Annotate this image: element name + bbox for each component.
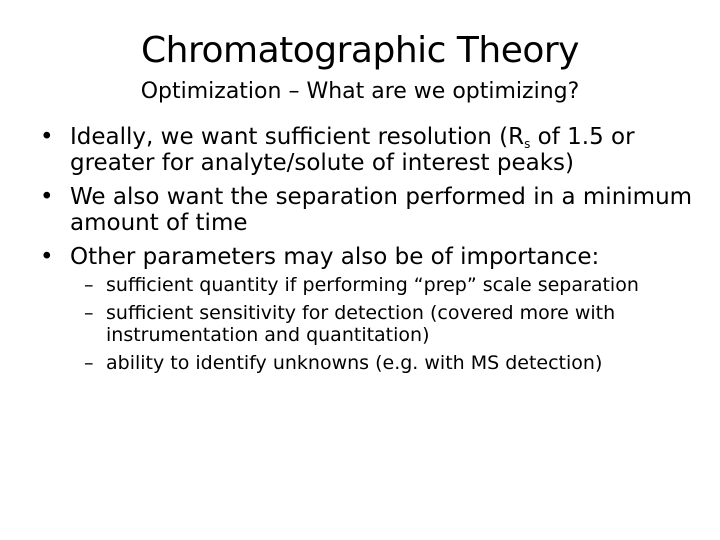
bullet-text: We also want the separation performed in a minimum amount of time: [70, 184, 693, 236]
bullet-text-before: Ideally, we want sufficient resolution (R: [70, 124, 525, 150]
bullet-list: [34, 124, 694, 382]
subbullet-item: [62, 352, 686, 374]
bullet-marker: •: [40, 184, 54, 210]
subbullet-text: sufficient quantity if performing “prep” scale separation: [106, 274, 639, 296]
bullet-marker: •: [40, 124, 54, 150]
bullet-item-resolution: [34, 124, 694, 176]
bullet-text: Other parameters may also be of importance:: [70, 244, 600, 270]
subbullet-marker: –: [84, 302, 94, 324]
subbullet-marker: –: [84, 274, 94, 296]
subbullet-item: [62, 302, 686, 346]
subbullet-item: [62, 274, 686, 296]
bullet-subscript: s: [524, 137, 531, 151]
subbullet-marker: –: [84, 352, 94, 374]
slide-title: Chromatographic Theory: [141, 30, 579, 71]
bullet-text-after: of 1.5 or greater for analyte/solute of interest peaks): [70, 124, 635, 176]
slide-subtitle: Optimization – What are we optimizing?: [140, 79, 580, 104]
bullet-item-other-parameters: [34, 244, 694, 374]
bullet-marker: •: [40, 244, 54, 270]
subbullet-text: ability to identify unknowns (e.g. with MS detection): [106, 352, 603, 374]
subbullet-text: sufficient sensitivity for detection (covered more with instrumentation and quantitation): [106, 302, 616, 346]
bullet-item-time: [34, 184, 694, 236]
subbullet-list: [70, 274, 694, 374]
